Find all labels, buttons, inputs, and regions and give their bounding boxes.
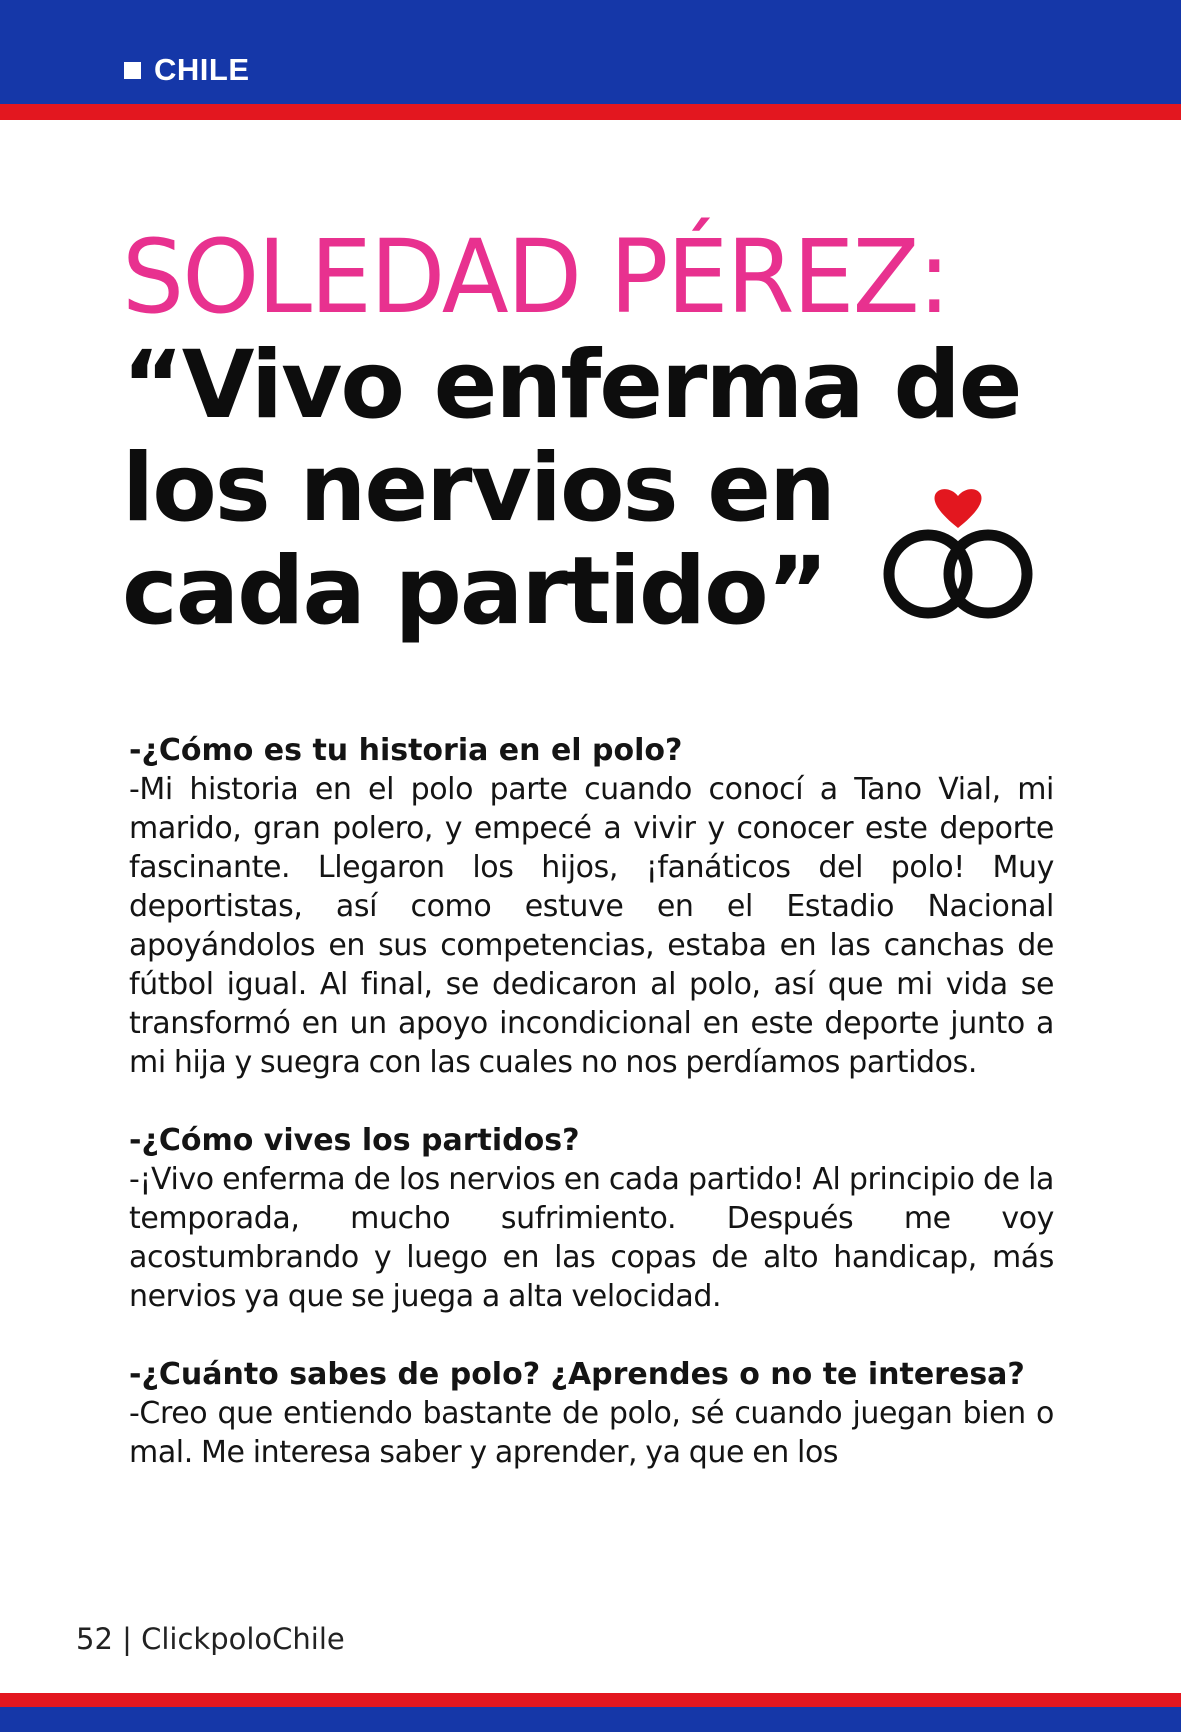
- qa-block-2: [129, 1121, 1054, 1316]
- question-1: -¿Cómo es tu historia en el polo?: [129, 733, 683, 768]
- headline-quote-line-1: “Vivo enferma de: [122, 331, 1021, 440]
- answer-2: -¡Vivo enferma de los nervios en cada partido! Al principio de la temporada, mucho sufrimiento. Después me voy acostumbrando y luego en las copas de alto handicap, más nervios ya que se juega a alta velocidad.: [129, 1162, 1054, 1314]
- qa-block-3: [129, 1355, 1054, 1472]
- header-stripe: [0, 104, 1181, 120]
- wedding-rings-heart-icon: [873, 488, 1043, 628]
- page-footer: 52 | ClickpoloChile: [76, 1622, 345, 1656]
- headline-quote-line-3: cada partido”: [122, 537, 827, 646]
- headline-quote-line-2: los nervios en: [122, 434, 834, 543]
- section-label: [124, 52, 250, 88]
- heart-icon: [935, 489, 982, 528]
- section-title: CHILE: [154, 52, 250, 87]
- question-2: -¿Cómo vives los partidos?: [129, 1123, 580, 1158]
- headline-name: SOLEDAD PÉREZ:: [122, 218, 949, 337]
- question-3: -¿Cuánto sabes de polo? ¿Aprendes o no te interesa?: [129, 1357, 1025, 1392]
- article-body: [129, 731, 1054, 1511]
- footer-stripe: [0, 1693, 1181, 1707]
- right-ring: [949, 535, 1027, 613]
- answer-1: -Mi historia en el polo parte cuando conocí a Tano Vial, mi marido, gran polero, y empecé a vivir y conocer este deporte fascinante. Llegaron los hijos, ¡fanáticos del polo! Muy deportistas, así como estuve en el Estadio Nacional apoyándolos en sus competencias, estaba en las canchas de fútbol igual. Al final, se dedicaron al polo, así que mi vida se transformó en un apoyo incondicional en este deporte junto a mi hija y suegra con las cuales no nos perdíamos partidos.: [129, 772, 1054, 1080]
- square-bullet-icon: [124, 62, 141, 79]
- footer-bar: [0, 1707, 1181, 1732]
- qa-block-1: [129, 731, 1054, 1082]
- answer-3: -Creo que entiendo bastante de polo, sé cuando juegan bien o mal. Me interesa saber y aprender, ya que en los: [129, 1396, 1054, 1470]
